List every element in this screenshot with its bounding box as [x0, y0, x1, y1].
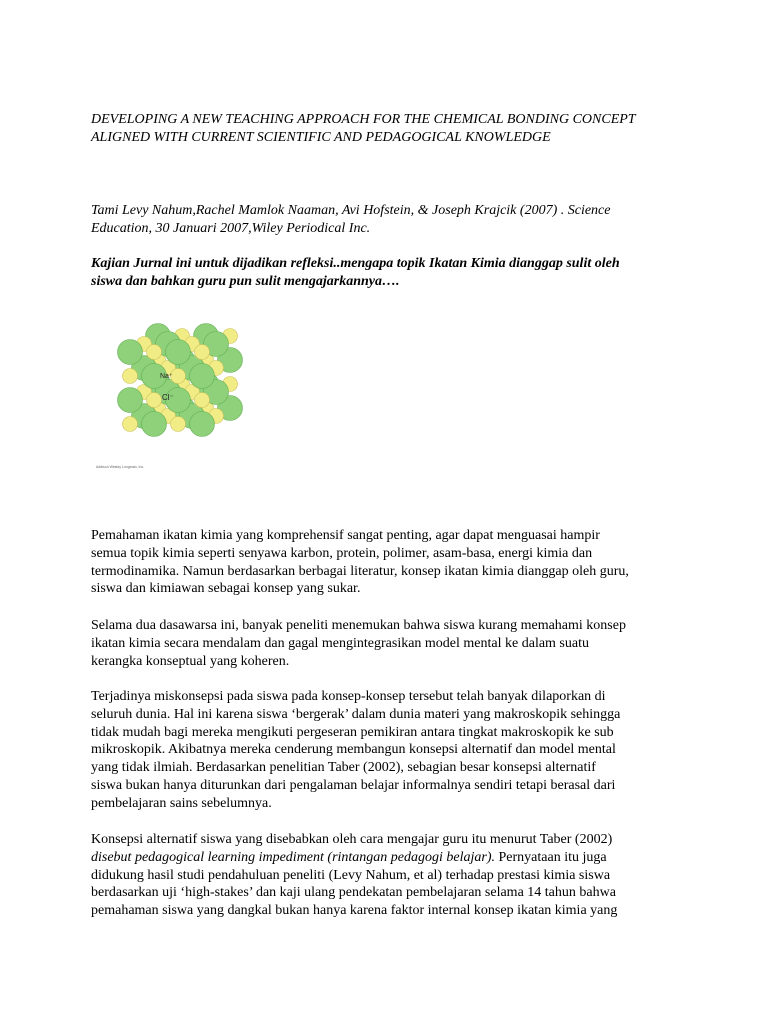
paragraph-line: Pemahaman ikatan kimia yang komprehensif sangat penting, agar dapat menguasai hampir	[91, 528, 600, 543]
paragraph-line: Konsepsi alternatif siswa yang disebabkan oleh cara mengajar guru itu menurut Taber (2002)	[91, 832, 613, 847]
cl-ion-label: Cl⁻	[162, 393, 174, 402]
sodium-ion	[147, 393, 162, 408]
title-line: DEVELOPING A NEW TEACHING APPROACH FOR THE CHEMICAL BONDING CONCEPT	[91, 112, 636, 127]
nacl-crystal-figure	[92, 318, 282, 476]
chloride-ion	[190, 364, 215, 389]
sodium-ion	[171, 369, 186, 384]
figure-caption: Addison Wesley Longman, Inc.	[96, 465, 145, 469]
sodium-ion	[123, 417, 138, 432]
paragraph-text: Pernyataan itu juga	[495, 849, 607, 865]
chloride-ion	[166, 340, 191, 365]
title-line: ALIGNED WITH CURRENT SCIENTIFIC AND PEDAGOGICAL KNOWLEDGE	[91, 130, 551, 145]
sodium-ion	[171, 417, 186, 432]
paragraph-line	[91, 849, 691, 867]
question-line: siswa dan bahkan guru pun sulit mengajarkannya….	[91, 274, 400, 289]
paragraph-line: berdasarkan uji ‘high-stakes’ dan kaji ulang pendekatan pembelajaran selama 14 tahun bahwa	[91, 885, 616, 901]
paragraph-line: termodinamika. Namun berdasarkan berbagai literatur, konsep ikatan kimia dianggap oleh guru,	[91, 563, 629, 579]
sodium-ion	[195, 345, 210, 360]
paragraph-line: seluruh dunia. Hal ini karena siswa ‘bergerak’ dalam dunia materi yang makroskopik sehingga	[91, 706, 621, 722]
citation-line: Tami Levy Nahum,Rachel Mamlok Naaman, Avi Hofstein, & Joseph Krajcik (2007) . Science	[91, 203, 611, 218]
paragraph-line: semua topik kimia seperti senyawa karbon, protein, polimer, asam-basa, energi kimia dan	[91, 545, 593, 561]
sodium-ion	[195, 393, 210, 408]
sodium-ion	[123, 369, 138, 384]
chloride-ion	[118, 388, 143, 413]
paragraph-line: siswa bukan hanya diturunkan dari pengalaman belajar informalnya sendiri tetapi berasal dari	[91, 777, 616, 793]
paragraph-3	[91, 688, 691, 813]
paragraph-line: siswa dan kimiawan sebagai konsep yang sukar.	[91, 581, 361, 597]
paragraph-line: pembelajaran sains sebelumnya.	[91, 795, 272, 811]
nacl-lattice-image	[92, 318, 282, 476]
paragraph-line: tidak mudah bagi mereka mengikuti pergeseran pemikiran antara tingkat makroskopik ke sub	[91, 724, 614, 740]
paragraph-line: ikatan kimia secara mendalam dan gagal mengintegrasikan model mental ke dalam suatu	[91, 635, 589, 651]
italic-term: disebut pedagogical learning impediment (rintangan pedagogi belajar).	[91, 849, 496, 865]
paragraph-line: mikroskopik. Akibatnya mereka cenderung membangun konsepsi alternatif dan model mental	[91, 742, 616, 758]
paragraph-line: pemahaman siswa yang dangkal bukan hanya karena faktor internal konsep ikatan kimia yang	[91, 903, 618, 919]
paragraph-line: Terjadinya miskonsepsi pada siswa pada konsep-konsep tersebut telah banyak dilaporkan di	[91, 689, 606, 704]
paper-title	[91, 111, 691, 147]
paragraph-4	[91, 831, 691, 920]
sodium-ion	[147, 345, 162, 360]
na-ion-label: Na⁺	[160, 373, 173, 380]
paragraph-line: yang tidak ilmiah. Berdasarkan penelitian Taber (2002), sebagian besar konsepsi alternatif	[91, 760, 596, 776]
chloride-ion	[190, 412, 215, 437]
chloride-ion	[118, 340, 143, 365]
reflection-question	[91, 255, 691, 291]
paragraph-2	[91, 617, 691, 670]
paragraph-1	[91, 527, 691, 598]
citation-line: Education, 30 Januari 2007,Wiley Periodical Inc.	[91, 221, 371, 236]
chloride-ion	[142, 412, 167, 437]
paragraph-line: kerangka konseptual yang koheren.	[91, 653, 290, 669]
paragraph-line: Selama dua dasawarsa ini, banyak peneliti menemukan bahwa siswa kurang memahami konsep	[91, 618, 626, 633]
citation	[91, 202, 691, 238]
question-line: Kajian Jurnal ini untuk dijadikan refleksi..mengapa topik Ikatan Kimia dianggap sulit oleh	[91, 256, 620, 271]
paragraph-line: didukung hasil studi pendahuluan peneliti (Levy Nahum, et al) terhadap prestasi kimia siswa	[91, 867, 611, 883]
